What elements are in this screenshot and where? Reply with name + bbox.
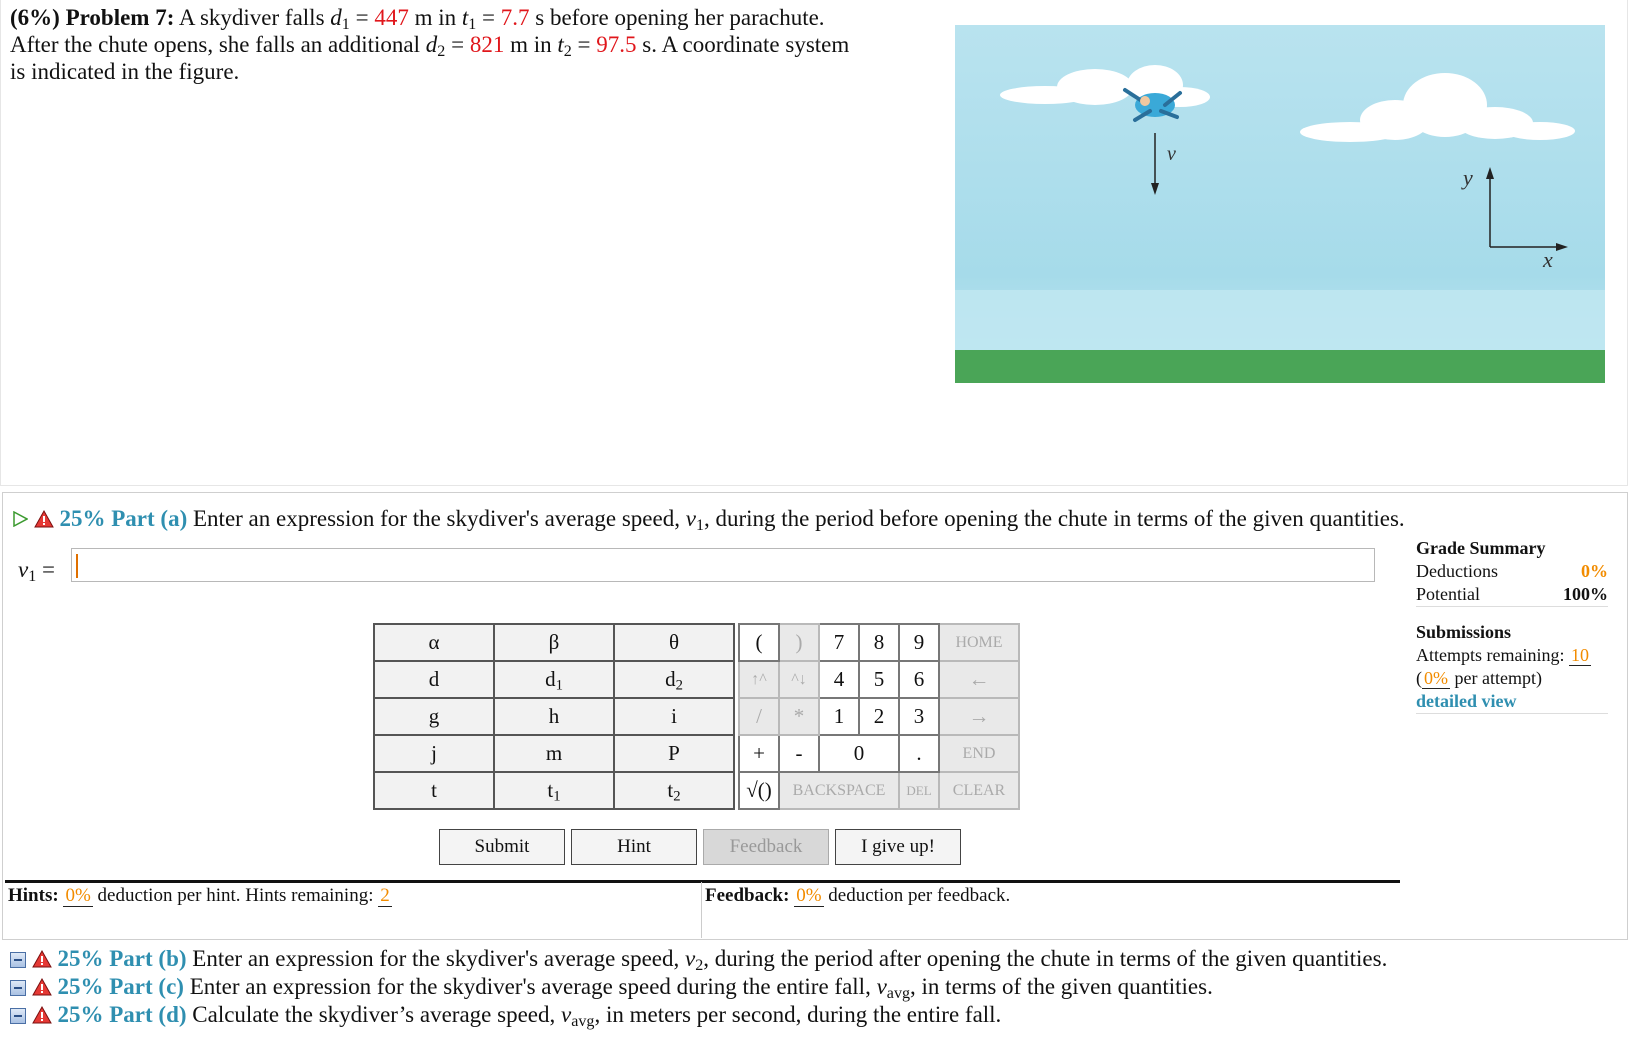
problem-text: s before opening her parachute. xyxy=(535,5,825,30)
key-var-label: h xyxy=(548,704,560,728)
key-var[interactable] xyxy=(374,772,494,809)
attempts-label: Attempts remaining: xyxy=(1416,645,1565,665)
warning-icon xyxy=(32,950,52,968)
part-prompt: Enter an expression for the skydiver's average speed during the entire fall, xyxy=(189,974,871,999)
key-var-label: m xyxy=(545,741,563,765)
expand-icon[interactable] xyxy=(10,980,26,996)
key-up-arrow[interactable]: ↑^ xyxy=(739,661,779,698)
hints-info xyxy=(8,885,392,907)
hints-remaining: 2 xyxy=(380,885,390,906)
part-header[interactable] xyxy=(10,974,1387,1002)
part-a-var: v xyxy=(685,506,696,531)
key-var[interactable] xyxy=(614,735,734,772)
velocity-label: v xyxy=(1167,143,1176,165)
problem-label: Problem 7: xyxy=(65,5,175,30)
key-sqrt[interactable]: √() xyxy=(739,772,779,809)
give-up-button[interactable]: I give up! xyxy=(835,829,961,865)
x-axis-label: x xyxy=(1543,247,1553,272)
key-home[interactable]: HOME xyxy=(939,624,1019,661)
key-var-label: θ xyxy=(668,630,680,654)
text-caret xyxy=(76,554,78,578)
key-down-arrow[interactable]: ^↓ xyxy=(779,661,819,698)
key-close-paren[interactable]: ) xyxy=(779,624,819,661)
key-var-sub: 2 xyxy=(673,788,681,805)
key-var-label: j xyxy=(431,741,437,765)
key-var-label: β xyxy=(548,630,560,654)
answer-input[interactable] xyxy=(71,548,1375,582)
per-attempt-pct: 0% xyxy=(1424,668,1448,688)
key-var-label: t xyxy=(547,778,554,802)
part-a-prompt-end: , during the period before opening the chute in terms of the given quantities. xyxy=(703,506,1405,531)
key-var-label: i xyxy=(671,704,677,728)
key-var-label: d xyxy=(428,667,440,691)
key-minus[interactable]: - xyxy=(779,735,819,772)
var-t1: t xyxy=(461,5,469,30)
key-var[interactable] xyxy=(614,772,734,809)
key-var[interactable] xyxy=(614,698,734,735)
hint-feedback-divider xyxy=(701,882,702,938)
feedback-pct: 0% xyxy=(796,885,822,906)
part-prompt-end: , in terms of the given quantities. xyxy=(910,974,1213,999)
value-d2: 821 xyxy=(469,32,505,57)
attempts-value: 10 xyxy=(1570,645,1589,665)
key-var-label: t xyxy=(431,778,437,802)
part-a-prompt: Enter an expression for the skydiver's average speed, xyxy=(193,506,680,531)
key-2[interactable]: 2 xyxy=(859,698,899,735)
key-backspace[interactable]: BACKSPACE xyxy=(779,772,899,809)
part-header[interactable] xyxy=(10,946,1387,974)
key-var-label: P xyxy=(668,741,680,765)
var-d1: d xyxy=(330,5,342,30)
key-left-arrow[interactable]: ← xyxy=(939,661,1019,698)
part-header[interactable] xyxy=(10,1002,1387,1030)
other-parts-list xyxy=(10,946,1387,1030)
key-var-label: d xyxy=(545,667,556,691)
key-var[interactable] xyxy=(374,661,494,698)
part-percent: 25% Part (b) xyxy=(57,946,187,971)
var-d1-sub: 1 xyxy=(341,16,350,34)
unit: m xyxy=(414,5,433,30)
key-var-label: α xyxy=(428,630,440,654)
answer-label xyxy=(18,557,55,586)
key-var[interactable] xyxy=(494,735,614,772)
part-var-sub: 2 xyxy=(695,957,704,975)
detailed-view-link[interactable]: detailed view xyxy=(1416,691,1517,711)
key-dot[interactable]: . xyxy=(899,735,939,772)
key-var-label: d xyxy=(665,667,676,691)
key-var[interactable] xyxy=(374,735,494,772)
key-1[interactable]: 1 xyxy=(819,698,859,735)
submissions-title: Submissions xyxy=(1416,622,1512,642)
key-var[interactable] xyxy=(494,661,614,698)
part-var: v xyxy=(685,946,696,971)
part-a-header xyxy=(12,506,1405,535)
key-var-sub: 1 xyxy=(555,677,563,694)
potential-value: 100% xyxy=(1563,584,1608,604)
warning-icon xyxy=(34,510,54,528)
expand-icon[interactable] xyxy=(10,952,26,968)
key-divide[interactable]: / xyxy=(739,698,779,735)
key-4[interactable]: 4 xyxy=(819,661,859,698)
key-9[interactable]: 9 xyxy=(899,624,939,661)
part-prompt-end: , during the period after opening the chute in terms of the given quantities. xyxy=(703,946,1388,971)
variable-keypad xyxy=(373,623,735,810)
expand-icon[interactable] xyxy=(10,1008,26,1024)
problem-text: A skydiver falls xyxy=(178,5,325,30)
warning-icon xyxy=(32,978,52,996)
key-plus[interactable]: + xyxy=(739,735,779,772)
part-percent: 25% Part (d) xyxy=(57,1002,187,1027)
part-var: v xyxy=(876,974,887,999)
hints-label: Hints: xyxy=(8,885,59,906)
key-var-label: t xyxy=(667,778,674,802)
key-6[interactable]: 6 xyxy=(899,661,939,698)
key-7[interactable]: 7 xyxy=(819,624,859,661)
problem-statement: (6%) Problem 7: A skydiver falls $d_1 = 447$ m in $t_1 = 7.7$ s before opening her parachute. After the chute opens, she falls an additional $d_2 = 821$ m in $t_2 = 97.5$ s. A coordinate system is indicated in the figure. xyxy=(10,5,850,84)
key-right-arrow[interactable]: → xyxy=(939,698,1019,735)
key-clear[interactable]: CLEAR xyxy=(939,772,1019,809)
horizon-haze xyxy=(955,290,1605,350)
answer-equals: = xyxy=(42,557,55,582)
key-var-sub: 2 xyxy=(675,677,683,694)
value-t1: 7.7 xyxy=(500,5,530,30)
problem-text: After the chute opens, she falls an additional xyxy=(10,32,421,57)
key-0[interactable]: 0 xyxy=(819,735,899,772)
key-var[interactable] xyxy=(494,624,614,661)
part-a-var-sub: 1 xyxy=(695,517,704,535)
key-var[interactable] xyxy=(494,698,614,735)
part-a-percent: 25% Part (a) xyxy=(59,506,188,531)
answer-var: v xyxy=(18,557,29,582)
ground xyxy=(955,350,1605,383)
key-del[interactable]: DEL xyxy=(899,772,939,809)
hints-text: deduction per hint. Hints remaining: xyxy=(97,885,374,906)
potential-label: Potential xyxy=(1416,584,1480,604)
var-t1-sub: 1 xyxy=(468,16,477,34)
per-attempt-text: per attempt) xyxy=(1454,668,1542,688)
key-open-paren[interactable]: ( xyxy=(739,624,779,661)
part-prompt: Enter an expression for the skydiver's average speed, xyxy=(192,946,680,971)
var-t2: t xyxy=(557,32,564,57)
play-arrow-icon[interactable] xyxy=(12,511,28,527)
key-var[interactable] xyxy=(614,624,734,661)
part-percent: 25% Part (c) xyxy=(57,974,184,999)
part-prompt-end: , in meters per second, during the entire fall. xyxy=(594,1002,1002,1027)
per-attempt-open: ( xyxy=(1416,668,1422,688)
key-3[interactable]: 3 xyxy=(899,698,939,735)
problem-text: is indicated in the figure. xyxy=(10,59,240,84)
hint-button[interactable]: Hint xyxy=(571,829,697,865)
numeric-keypad xyxy=(738,623,1020,810)
key-var-sub: 1 xyxy=(553,788,561,805)
deductions-label: Deductions xyxy=(1416,561,1498,581)
y-axis-label: y xyxy=(1463,165,1473,190)
problem-weight: (6%) xyxy=(10,5,60,30)
grade-title: Grade Summary xyxy=(1416,538,1546,558)
key-8[interactable]: 8 xyxy=(859,624,899,661)
part-prompt: Calculate the skydiver’s average speed, xyxy=(192,1002,556,1027)
grade-summary xyxy=(1416,537,1608,714)
skydiver-figure xyxy=(955,25,1605,383)
hints-pct: 0% xyxy=(65,885,91,906)
submit-button[interactable]: Submit xyxy=(439,829,565,865)
unit: m xyxy=(510,32,528,57)
key-end[interactable]: END xyxy=(939,735,1019,772)
value-t2: 97.5 xyxy=(596,32,637,57)
feedback-label: Feedback: xyxy=(705,885,790,906)
var-d2-sub: 2 xyxy=(437,43,446,61)
problem-text: in xyxy=(438,5,457,30)
feedback-button[interactable]: Feedback xyxy=(703,829,829,865)
part-var: v xyxy=(561,1002,572,1027)
key-multiply[interactable]: * xyxy=(779,698,819,735)
feedback-text: deduction per feedback. xyxy=(828,885,1011,906)
problem-text: in xyxy=(533,32,552,57)
key-var[interactable] xyxy=(374,698,494,735)
problem-text: s. A coordinate system xyxy=(642,32,850,57)
var-d2: d xyxy=(425,32,438,57)
part-var-sub: avg xyxy=(886,985,911,1003)
key-var[interactable] xyxy=(494,772,614,809)
feedback-info xyxy=(705,885,1010,907)
deductions-value: 0% xyxy=(1581,561,1608,581)
var-t2-sub: 2 xyxy=(563,43,572,61)
value-d1: 447 xyxy=(374,5,409,30)
part-var-sub: avg xyxy=(571,1013,595,1031)
key-var-label: g xyxy=(428,704,440,728)
answer-var-sub: 1 xyxy=(28,568,37,586)
key-var[interactable] xyxy=(614,661,734,698)
key-var[interactable] xyxy=(374,624,494,661)
warning-icon xyxy=(32,1006,52,1024)
key-5[interactable]: 5 xyxy=(859,661,899,698)
